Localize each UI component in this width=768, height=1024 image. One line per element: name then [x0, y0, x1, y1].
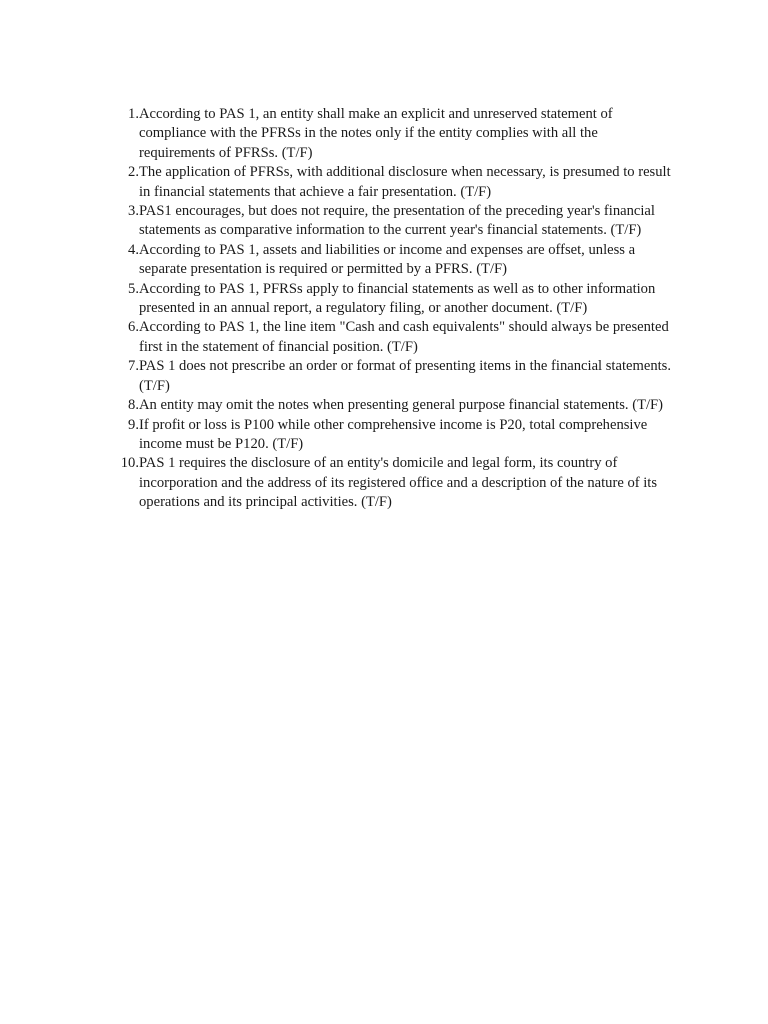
- question-number: 5.: [128, 280, 139, 297]
- question-number: 1.: [128, 106, 139, 122]
- question-text: If profit or loss is P100 while other comprehensive income is P20, total comprehensive income must be P120. (T/F): [139, 416, 648, 452]
- question-item: [106, 416, 676, 455]
- question-text: According to PAS 1, PFRSs apply to financial statements as well as to other information presented in an annual report, a regulatory filing, or another document. (T/F): [139, 280, 656, 317]
- question-number: 2.: [128, 164, 139, 181]
- question-number: 3.: [128, 203, 139, 220]
- question-item: [106, 280, 676, 319]
- question-item: [106, 163, 676, 202]
- question-number: 7.: [128, 358, 139, 375]
- question-item: [106, 454, 676, 512]
- question-number: 8.: [128, 397, 139, 414]
- question-text: An entity may omit the notes when presenting general purpose financial statements. (T/F): [139, 397, 664, 414]
- question-text: PAS 1 does not prescribe an order or format of presenting items in the financial statements. (T/F): [139, 358, 672, 394]
- question-text: According to PAS 1, the line item "Cash and cash equivalents" should always be presented first in the statement of financial position. (T/F): [139, 319, 669, 355]
- question-text: According to PAS 1, an entity shall make an explicit and unreserved statement of compliance with the PFRSs in the notes only if the entity complies with all the requirements of PFRSs. (T/F): [139, 106, 613, 161]
- question-item: [106, 396, 676, 415]
- question-number: 10.: [120, 455, 139, 472]
- question-text: PAS1 encourages, but does not require, the presentation of the preceding year's financial statements as comparative information to the current year's financial statements. (T/F): [139, 203, 655, 239]
- question-number: 4.: [128, 241, 139, 258]
- question-item: [106, 357, 676, 396]
- question-text: The application of PFRSs, with additional disclosure when necessary, is presumed to result in financial statements that achieve a fair presentation. (T/F): [139, 164, 671, 200]
- question-number: 6.: [128, 319, 139, 336]
- question-text: PAS 1 requires the disclosure of an entity's domicile and legal form, its country of incorporation and the address of its registered office and a description of the nature of its operations and its principal activities. (T/F): [139, 455, 658, 511]
- question-item: [106, 318, 676, 357]
- question-list: [106, 105, 676, 513]
- question-item: [106, 241, 676, 280]
- question-text: According to PAS 1, assets and liabilities or income and expenses are offset, unless a separate presentation is required or permitted by a PFRS. (T/F): [139, 241, 636, 278]
- question-item: [106, 105, 676, 163]
- question-number: 9.: [128, 416, 139, 433]
- question-item: [106, 202, 676, 241]
